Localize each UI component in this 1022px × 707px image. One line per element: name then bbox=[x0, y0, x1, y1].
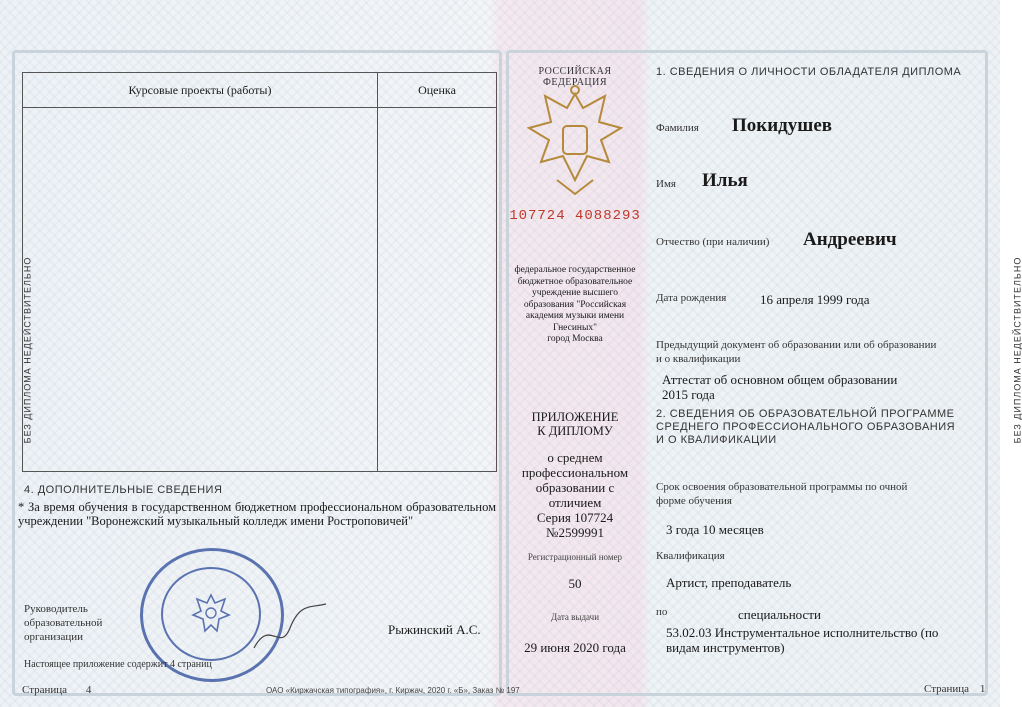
head-name: Рыжинский А.С. bbox=[388, 622, 481, 637]
coat-of-arms-icon bbox=[513, 82, 637, 200]
section2-line-1: 2. СВЕДЕНИЯ ОБ ОБРАЗОВАТЕЛЬНОЙ ПРОГРАММЕ bbox=[656, 408, 955, 420]
issue-date-value: 29 июня 2020 года bbox=[524, 640, 626, 655]
prev-doc-line-1: Аттестат об основном общем образовании bbox=[662, 372, 898, 387]
serial-number: 107724 4088293 bbox=[509, 208, 641, 224]
term-value: 3 года 10 месяцев bbox=[666, 522, 764, 537]
prev-doc-label bbox=[656, 338, 936, 366]
qualification-label: Квалификация bbox=[656, 550, 725, 562]
name-label: Имя bbox=[656, 178, 676, 190]
prev-doc-label-line-1: Предыдущий документ об образовании или об образовании bbox=[656, 339, 937, 351]
surname-label: Фамилия bbox=[656, 122, 699, 134]
term-label-line-2: форме обучения bbox=[656, 495, 732, 507]
qualification-value: Артист, преподаватель bbox=[666, 575, 792, 590]
contains-label: Настоящее приложение содержит bbox=[24, 659, 168, 670]
education-level bbox=[506, 450, 644, 540]
term-label-line-1: Срок освоения образовательной программы по очной bbox=[656, 481, 908, 493]
birth-label: Дата рождения bbox=[656, 292, 727, 304]
edu-line-2: профессиональном bbox=[521, 465, 629, 480]
appendix-line-2: К ДИПЛОМУ bbox=[537, 424, 613, 438]
patronymic-value: Андреевич bbox=[803, 229, 897, 250]
right-page-number bbox=[924, 683, 985, 695]
prev-doc-line-2: 2015 года bbox=[662, 387, 715, 402]
specialty-word: специальности bbox=[738, 607, 821, 622]
section2-line-2: СРЕДНЕГО ПРОФЕССИОНАЛЬНОГО ОБРАЗОВАНИЯ bbox=[656, 421, 956, 433]
seal-eagle-icon bbox=[189, 591, 233, 637]
org-line-2: бюджетное образовательное bbox=[517, 276, 633, 287]
side-invalid-text-left: БЕЗ ДИПЛОМА НЕДЕЙСТВИТЕЛЬНО bbox=[22, 256, 33, 444]
specialty-line-1: 53.02.03 Инструментальное исполнительство (по bbox=[666, 625, 939, 640]
prev-doc-value bbox=[662, 372, 897, 402]
edu-line-5: Серия 107724 bbox=[536, 510, 614, 525]
name-value: Илья bbox=[702, 170, 748, 191]
po-label: по bbox=[656, 606, 668, 618]
contains-suffix: страниц bbox=[177, 659, 212, 670]
birth-value: 16 апреля 1999 года bbox=[760, 292, 870, 307]
page-label: Страница bbox=[22, 684, 68, 696]
specialty-line-2: видам инструментов) bbox=[666, 640, 785, 655]
head-label-line-3: организации bbox=[24, 631, 84, 643]
prev-doc-label-line-2: и о квалификации bbox=[656, 353, 741, 365]
appendix-title bbox=[506, 410, 644, 438]
issue-date-label: Дата выдачи bbox=[550, 612, 600, 622]
specialty-value bbox=[666, 625, 938, 655]
org-line-4: образования "Российская bbox=[523, 299, 627, 310]
term-label bbox=[656, 480, 907, 508]
section2-line-3: И О КВАЛИФИКАЦИИ bbox=[656, 434, 777, 446]
course-projects-table bbox=[22, 72, 497, 472]
table-column-divider bbox=[377, 107, 378, 471]
contains-value: 4 bbox=[169, 659, 175, 670]
reg-number-value: 50 bbox=[568, 576, 582, 591]
appendix-line-1: ПРИЛОЖЕНИЕ bbox=[531, 410, 619, 424]
section1-title: 1. СВЕДЕНИЯ О ЛИЧНОСТИ ОБЛАДАТЕЛЯ ДИПЛОМА bbox=[656, 66, 962, 78]
section4-title: 4. ДОПОЛНИТЕЛЬНЫЕ СВЕДЕНИЯ bbox=[24, 484, 223, 496]
reg-number-label: Регистрационный номер bbox=[527, 552, 623, 562]
additional-note: * За время обучения в государственном бюджетном профессиональном образовательном учреждении "Воронежский музыкальный колледж имени Ростроповичей" bbox=[18, 500, 496, 528]
pages-contained bbox=[24, 659, 212, 670]
org-line-3: учреждение высшего bbox=[532, 288, 618, 298]
issuing-organization bbox=[506, 265, 644, 346]
surname-value: Покидушев bbox=[732, 115, 833, 136]
col-grade: Оценка bbox=[418, 82, 456, 97]
head-label-line-1: Руководитель bbox=[24, 603, 88, 615]
printer-info: ОАО «Киржачская типография», г. Киржач, 2020 г. «Б», Заказ № 197 bbox=[266, 686, 520, 695]
edu-line-1: о среднем bbox=[547, 450, 603, 465]
table-header bbox=[23, 73, 496, 108]
edu-line-6: №2599991 bbox=[546, 525, 604, 540]
head-label bbox=[24, 602, 102, 644]
patronymic-label: Отчество (при наличии) bbox=[656, 236, 770, 248]
page-num: 4 bbox=[85, 684, 92, 696]
page-label: Страница bbox=[924, 683, 970, 695]
col-course-projects: Курсовые проекты (работы) bbox=[23, 73, 378, 107]
org-line-6: Гнесиных" bbox=[552, 322, 598, 333]
org-line-5: академия музыки имени bbox=[525, 311, 625, 321]
page-num: 1 bbox=[979, 683, 986, 695]
section2-title bbox=[656, 408, 955, 447]
edu-line-3: образовании с bbox=[535, 480, 615, 495]
side-invalid-text-right: БЕЗ ДИПЛОМА НЕДЕЙСТВИТЕЛЬНО bbox=[1012, 256, 1022, 444]
country-title: РОССИЙСКАЯ ФЕДЕРАЦИЯ bbox=[538, 66, 612, 88]
edu-line-4: отличием bbox=[548, 495, 602, 510]
head-label-line-2: образовательной bbox=[24, 617, 103, 629]
signature-icon bbox=[250, 598, 330, 658]
left-page-number bbox=[22, 684, 91, 696]
org-line-1: федеральное государственное bbox=[514, 265, 636, 275]
org-line-7: город Москва bbox=[547, 334, 603, 344]
